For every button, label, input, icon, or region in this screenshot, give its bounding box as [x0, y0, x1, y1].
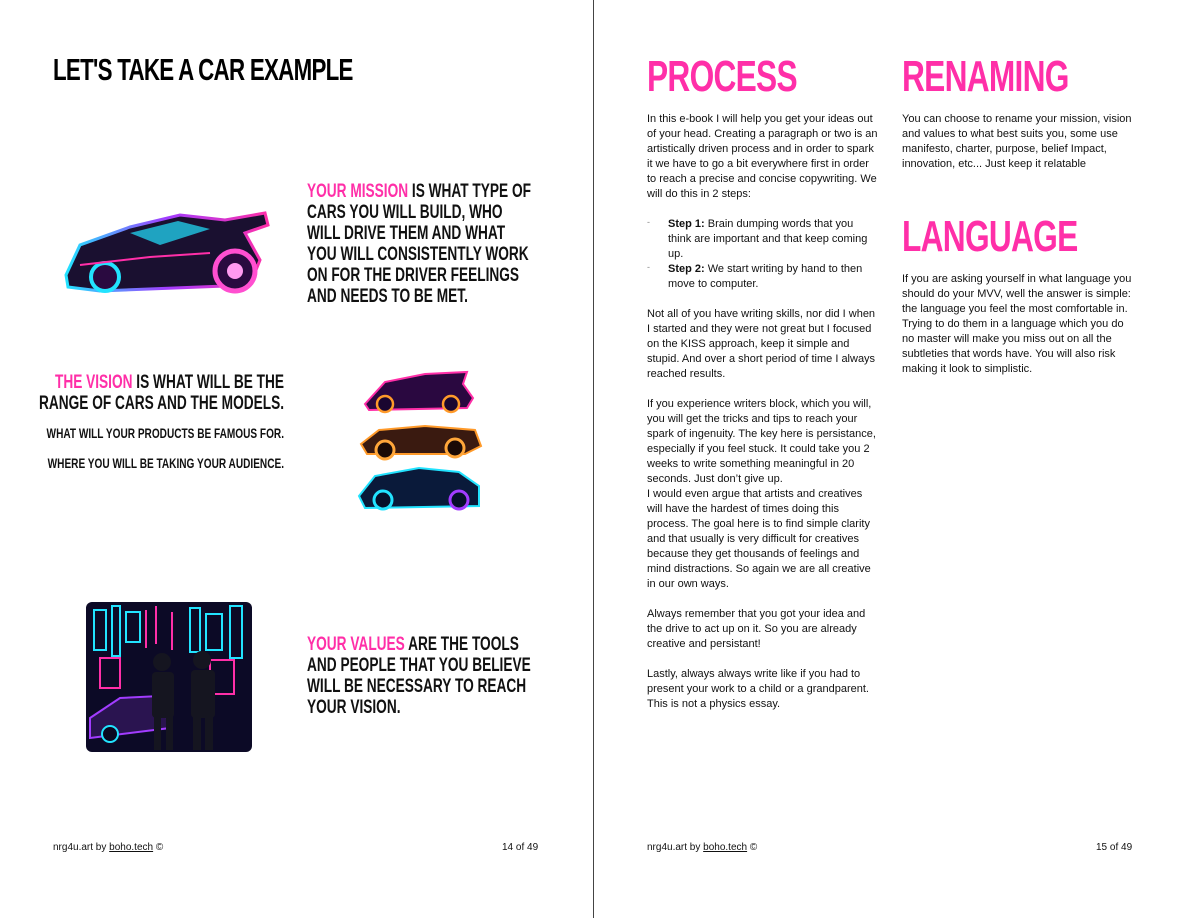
step-2-label: Step 2: [668, 263, 705, 275]
car-model-2 [361, 426, 481, 459]
vision-statement [31, 372, 284, 414]
footer-link[interactable]: boho.tech [703, 842, 748, 853]
footer-credit [53, 842, 163, 853]
car-model-1 [365, 372, 473, 412]
neon-car-illustration [60, 205, 275, 300]
page-title: LET'S TAKE A CAR EXAMPLE [53, 52, 353, 87]
process-paragraph-4: I would even argue that artists and creatives will have the hardest of times doing this process. The goal here is to find simple clarity and that usually is very difficult for creatives because they get thousands of feelings and mind distractions. So again we are all creative in our own ways. [647, 488, 871, 590]
renaming-heading: RENAMING [902, 52, 1069, 101]
process-paragraph-3: If you experience writers block, which you will, you will get the tricks and tips to reach your spark of ingenuity. The key here is persistance, especially if you feel stuck. It could take you 2 weeks to write something meaningful in 20 seconds. Just don’t give up. [647, 398, 876, 485]
page-number: 14 of 49 [502, 842, 539, 853]
footer-credit [647, 842, 757, 853]
car-model-3 [359, 468, 479, 509]
vision-block [30, 372, 284, 472]
page-number: 15 of 49 [1096, 842, 1133, 853]
steps-list [647, 217, 879, 292]
mission-highlight: YOUR MISSION [307, 181, 409, 202]
values-statement [307, 634, 537, 718]
workshop-illustration [80, 598, 258, 753]
vision-line-famous: WHAT WILL YOUR PRODUCTS BE FAMOUS FOR. [46, 425, 285, 441]
renaming-text: You can choose to rename your mission, vision and values to what best suits you, some use manifesto, charter, purpose, belief Impact, innovation, etc... Just keep it relatable [902, 113, 1132, 170]
vision-highlight: THE VISION [54, 372, 133, 393]
process-heading: PROCESS [647, 52, 797, 101]
process-body [647, 112, 879, 727]
right-page [594, 0, 1186, 918]
process-paragraph-6: Lastly, always always write like if you had to present your work to a child or a grandparent. This is not a physics essay. [647, 668, 869, 710]
car-range-illustration [355, 368, 485, 516]
mission-statement [307, 181, 537, 307]
process-paragraph-5: Always remember that you got your idea and the drive to act up on it. So you are already creative and persistant! [647, 608, 866, 650]
values-text: ARE THE TOOLS AND PEOPLE THAT YOU BELIEVE WILL BE NECESSARY TO REACH YOUR VISION. [307, 634, 531, 718]
step-1-text: Brain dumping words that you think are important and that keep coming up. [668, 218, 868, 260]
step-1-label: Step 1: [668, 218, 705, 230]
values-highlight: YOUR VALUES [307, 634, 405, 655]
language-text: If you are asking yourself in what language you should do your MVV, well the answer is simple: the language you feel the most comfortable in. Trying to do them in a language which you do no master will make you miss out on all the subtleties that words have. You will also risk making it look to simplistic. [902, 273, 1132, 375]
step-2-text: We start writing by hand to then move to computer. [668, 263, 863, 290]
process-intro: In this e-book I will help you get your ideas out of your head. Creating a paragraph or two is an artistically driven process and in order to spark it we have to go a bit everywhere first in order to reach a precise and concise copywriting. We will do this in 2 steps: [647, 113, 878, 200]
vision-text: IS WHAT WILL BE THE RANGE OF CARS AND THE MODELS. [39, 372, 285, 414]
mission-text: IS WHAT TYPE OF CARS YOU WILL BUILD, WHO WILL DRIVE THEM AND WHAT YOU WILL CONSISTENTLY WORK ON FOR THE DRIVER FEELINGS AND NEEDS TO BE MET. [307, 181, 531, 307]
footer-prefix: nrg4u.art by [647, 842, 704, 853]
vision-line-audience: WHERE YOU WILL BE TAKING YOUR AUDIENCE. [47, 455, 284, 471]
process-paragraph-2: Not all of you have writing skills, nor did I when I started and they were not great but I focused on the KISS approach, keep it simple and stupid. And over a short period of time I always reached results. [647, 308, 876, 380]
step-1 [647, 217, 879, 262]
footer-suffix: © [153, 842, 164, 853]
language-heading: LANGUAGE [902, 212, 1078, 261]
footer-link[interactable]: boho.tech [109, 842, 154, 853]
step-2 [647, 262, 879, 292]
footer-prefix: nrg4u.art by [53, 842, 110, 853]
footer-suffix: © [747, 842, 758, 853]
